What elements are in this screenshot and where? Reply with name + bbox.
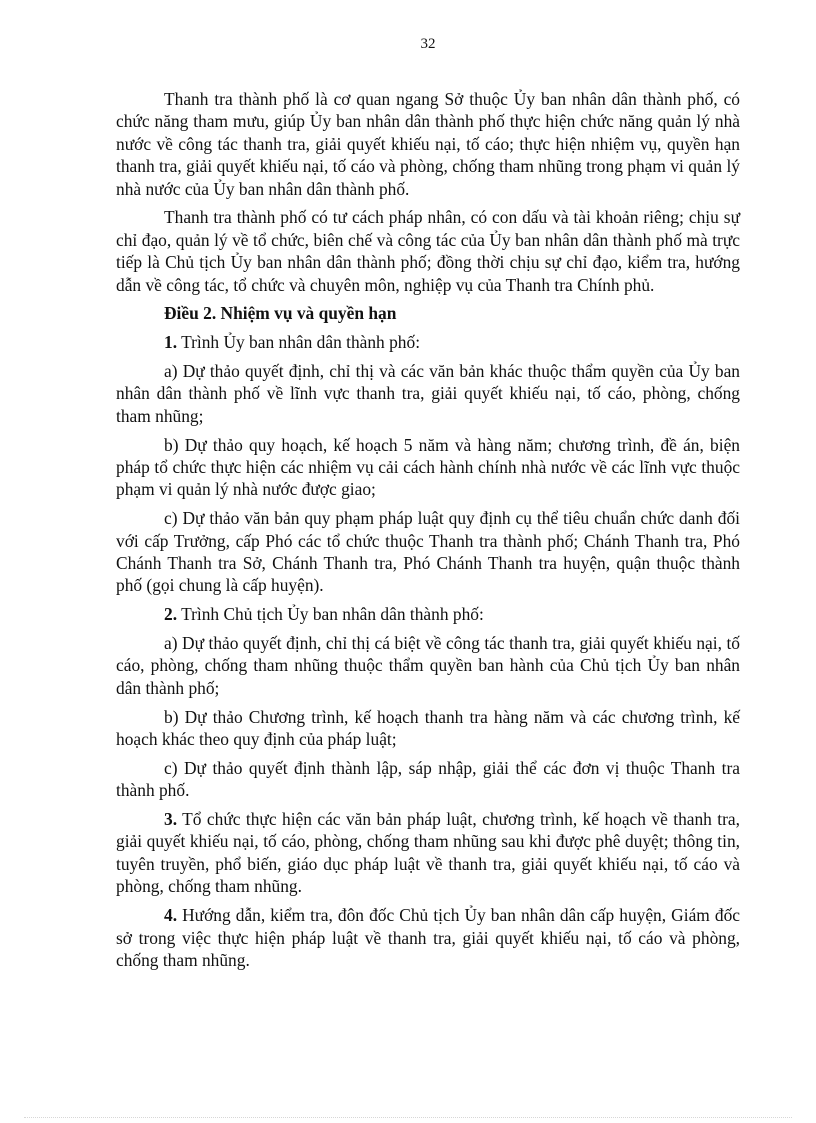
item-1-c: c) Dự thảo văn bản quy phạm pháp luật quy định cụ thể tiêu chuẩn chức danh đối với cấp Trưởng, cấp Phó các tổ chức thuộc Thanh tra thành phố; Chánh Thanh tra, Phó Chánh Thanh tra Sở, Chánh Thanh tra, Phó Chánh Thanh tra huyện, quận thuộc thành phố (gọi chung là cấp huyện). — [116, 508, 740, 596]
item-2-number: 2. — [164, 604, 178, 625]
item-2 — [116, 603, 740, 625]
item-1-a: a) Dự thảo quyết định, chỉ thị và các văn bản khác thuộc thẩm quyền của Ủy ban nhân dân thành phố về lĩnh vực thanh tra, giải quyết khiếu nại, tố cáo, phòng, chống tham nhũng; — [116, 361, 740, 426]
page-number: 32 — [420, 36, 436, 52]
document-body — [116, 88, 740, 978]
item-1-number: 1. — [164, 332, 178, 353]
item-2-b: b) Dự thảo Chương trình, kế hoạch thanh tra hàng năm và các chương trình, kế hoạch khác theo quy định của pháp luật; — [116, 706, 740, 750]
article-2-heading: Điều 2. Nhiệm vụ và quyền hạn — [164, 303, 397, 324]
item-1-b: b) Dự thảo quy hoạch, kế hoạch 5 năm và hàng năm; chương trình, đề án, biện pháp tổ chức thực hiện các nhiệm vụ cải cách hành chính nhà nước về các lĩnh vực thuộc phạm vi quản lý nhà nước được giao; — [116, 434, 740, 500]
item-1 — [116, 331, 740, 353]
item-4-number: 4. — [164, 905, 178, 926]
item-3-text: Tổ chức thực hiện các văn bản pháp luật, chương trình, kế hoạch về thanh tra, giải quyết khiếu nại, tố cáo, phòng, chống tham nhũng sau khi được phê duyệt; thông tin, tuyên truyền, phổ biến, giáo dục pháp luật về thanh tra, giải quyết khiếu nại, tố cáo và phòng, chống tham nhũng. — [116, 809, 740, 897]
paragraph-agency-definition: Thanh tra thành phố là cơ quan ngang Sở thuộc Ủy ban nhân dân thành phố, có chức năng tham mưu, giúp Ủy ban nhân dân thành phố thực hiện chức năng quản lý nhà nước về công tác thanh tra, giải quyết khiếu nại, tố cáo; thực hiện nhiệm vụ, quyền hạn thanh tra, giải quyết khiếu nại, tố cáo và phòng, chống tham nhũng trong phạm vi quản lý nhà nước của Ủy ban nhân dân thành phố. — [116, 89, 740, 199]
article-heading — [116, 302, 740, 324]
item-2-a: a) Dự thảo quyết định, chỉ thị cá biệt về công tác thanh tra, giải quyết khiếu nại, tố cáo, phòng, chống tham nhũng thuộc thẩm quyền ban hành của Chủ tịch Ủy ban nhân dân thành phố; — [116, 633, 740, 698]
item-2-text: Trình Chủ tịch Ủy ban nhân dân thành phố: — [177, 604, 484, 625]
item-3-number: 3. — [164, 809, 178, 830]
page-bottom-border — [24, 1117, 792, 1118]
item-3 — [116, 808, 740, 898]
item-2-c: c) Dự thảo quyết định thành lập, sáp nhập, giải thể các đơn vị thuộc Thanh tra thành phố. — [116, 757, 740, 801]
item-4-text: Hướng dẫn, kiểm tra, đôn đốc Chủ tịch Ủy ban nhân dân cấp huyện, Giám đốc sở trong việc thực hiện pháp luật về thanh tra, giải quyết khiếu nại, tố cáo và phòng, chống tham nhũng. — [116, 905, 740, 970]
item-4 — [116, 904, 740, 971]
paragraph-legal-status: Thanh tra thành phố có tư cách pháp nhân, có con dấu và tài khoản riêng; chịu sự chỉ đạo, quản lý về tổ chức, biên chế và công tác của Ủy ban nhân dân thành phố mà trực tiếp là Chủ tịch Ủy ban nhân dân thành phố; đồng thời chịu sự chỉ đạo, kiểm tra, hướng dẫn về công tác, tổ chức và chuyên môn, nghiệp vụ của Thanh tra Chính phủ. — [116, 207, 740, 295]
item-1-text: Trình Ủy ban nhân dân thành phố: — [177, 332, 421, 353]
